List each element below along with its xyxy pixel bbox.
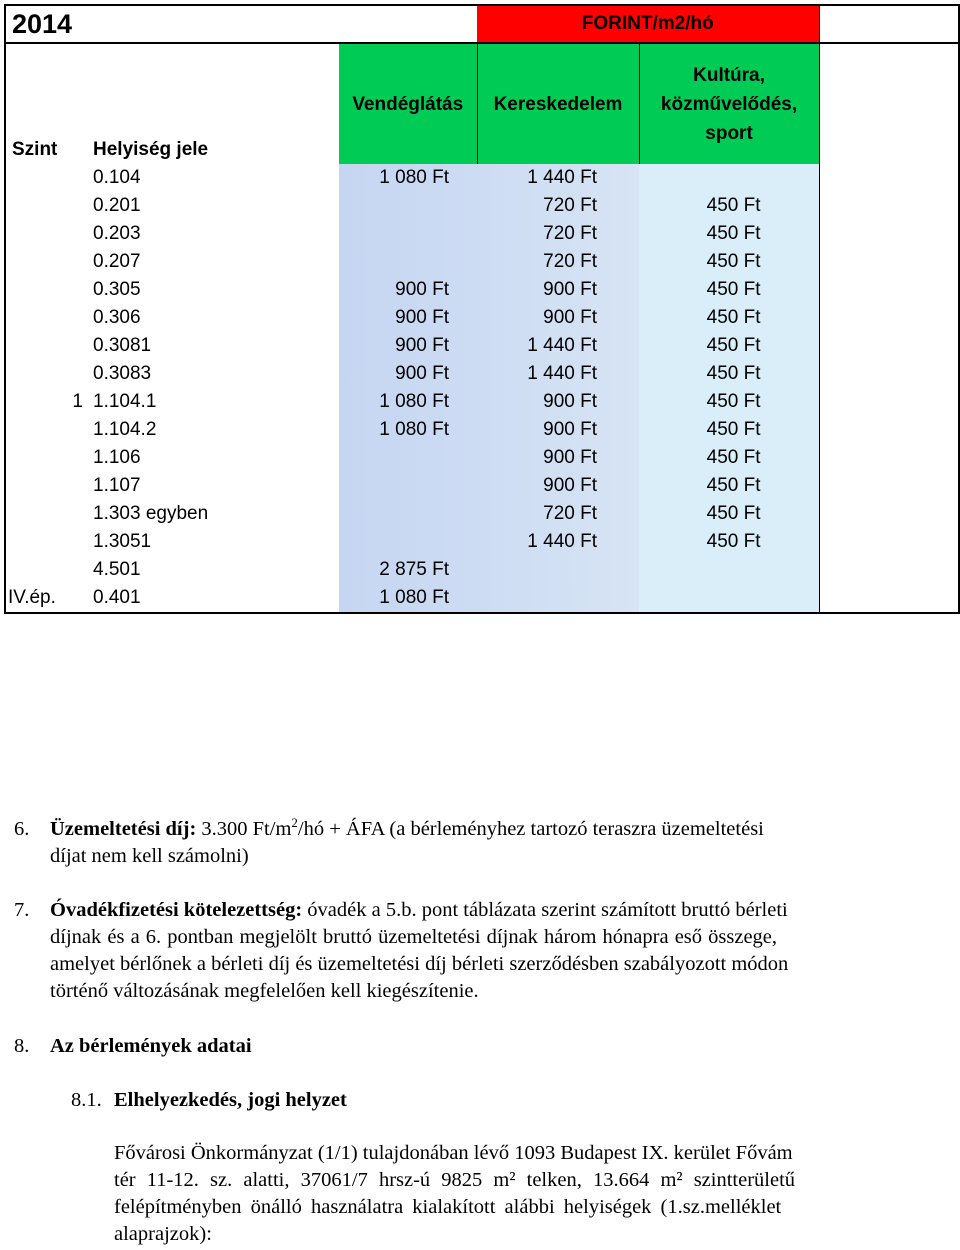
rent-table xyxy=(4,4,960,614)
row-end xyxy=(819,444,959,472)
table-row xyxy=(5,472,959,500)
row-vendeglatas: 900 Ft xyxy=(339,360,477,388)
row-kereskedelem: 1 440 Ft xyxy=(477,164,639,192)
row-room: 0.207 xyxy=(93,251,141,272)
table-row xyxy=(5,220,959,248)
row-level xyxy=(5,556,87,584)
row-kultura: 450 Ft xyxy=(639,276,819,304)
row-level xyxy=(5,444,87,472)
row-kultura: 450 Ft xyxy=(639,416,819,444)
row-room: 1.106 xyxy=(93,447,141,468)
row-end xyxy=(819,164,959,192)
section-7-line4: történő változásának megfelelően kell kiegészítenie. xyxy=(50,980,479,1002)
row-vendeglatas: 1 080 Ft xyxy=(339,388,477,416)
row-vendeglatas: 2 875 Ft xyxy=(339,556,477,584)
table-row xyxy=(5,360,959,388)
row-level xyxy=(5,164,87,192)
table-row xyxy=(5,584,959,613)
row-end xyxy=(819,416,959,444)
table-row xyxy=(5,388,959,416)
header-cat2: Kereskedelem xyxy=(493,93,623,115)
row-level xyxy=(5,360,87,388)
row-vendeglatas xyxy=(339,248,477,276)
row-end xyxy=(819,304,959,332)
section-8-1-line2: tér 11-12. sz. alatti, 37061/7 hrsz-ú 9825 m² telken, 13.664 m² szintterületű xyxy=(114,1169,796,1191)
row-room: 1.303 egyben xyxy=(93,503,209,524)
row-end xyxy=(819,220,959,248)
table-header-row xyxy=(5,43,959,164)
row-vendeglatas xyxy=(339,500,477,528)
section-6-text-a: 3.300 Ft/m xyxy=(196,818,292,840)
row-room: 0.305 xyxy=(93,279,141,300)
row-vendeglatas: 900 Ft xyxy=(339,304,477,332)
table-row xyxy=(5,556,959,584)
section-7 xyxy=(14,897,914,1002)
row-level xyxy=(5,192,87,220)
row-vendeglatas xyxy=(339,528,477,556)
section-8-num: 8. xyxy=(14,1035,30,1057)
table-row xyxy=(5,192,959,220)
row-room: 0.3081 xyxy=(93,335,152,356)
row-kultura: 450 Ft xyxy=(639,444,819,472)
row-room: 1.107 xyxy=(93,475,141,496)
row-end xyxy=(819,248,959,276)
section-6 xyxy=(14,815,914,867)
row-room: 1.104.2 xyxy=(93,419,157,440)
row-room: 0.104 xyxy=(93,167,141,188)
row-end xyxy=(819,388,959,416)
table-row xyxy=(5,416,959,444)
table-row xyxy=(5,276,959,304)
row-kultura: 450 Ft xyxy=(639,304,819,332)
section-8-title: Az bérlemények adatai xyxy=(50,1035,252,1057)
row-room: 4.501 xyxy=(93,559,141,580)
row-kultura: 450 Ft xyxy=(639,360,819,388)
section-8-1-line3: felépítményben önálló használatra kialakított alábbi helyiségek (1.sz.melléklet xyxy=(114,1196,782,1218)
header-level: Szint xyxy=(5,43,87,164)
row-kultura xyxy=(639,584,819,613)
table-row xyxy=(5,248,959,276)
row-kultura xyxy=(639,556,819,584)
header-room: Helyiség jele xyxy=(93,139,209,160)
section-8-1 xyxy=(71,1087,921,1114)
section-7-line2: díjnak és a 6. pontban megjelölt bruttó üzemeltetési díjnak három hónapra eső összege, xyxy=(50,926,778,948)
table-row xyxy=(5,528,959,556)
row-kereskedelem: 1 440 Ft xyxy=(477,360,639,388)
year-label: 2014 xyxy=(5,5,339,43)
row-vendeglatas: 900 Ft xyxy=(339,276,477,304)
row-end xyxy=(819,500,959,528)
row-kereskedelem: 720 Ft xyxy=(477,220,639,248)
table-row xyxy=(5,444,959,472)
row-vendeglatas xyxy=(339,192,477,220)
row-kereskedelem: 900 Ft xyxy=(477,444,639,472)
section-6-text-b: /hó + ÁFA (a bérleményhez tartozó teraszra üzemeltetési xyxy=(297,818,764,840)
section-6-num: 6. xyxy=(14,818,30,840)
section-8-1-line4: alaprajzok): xyxy=(114,1223,212,1245)
row-level xyxy=(5,220,87,248)
row-room: 0.401 xyxy=(87,584,339,613)
row-kereskedelem: 720 Ft xyxy=(477,248,639,276)
row-end xyxy=(819,276,959,304)
row-kultura: 450 Ft xyxy=(639,528,819,556)
row-vendeglatas xyxy=(339,472,477,500)
row-vendeglatas: 1 080 Ft xyxy=(339,584,477,613)
section-7-num: 7. xyxy=(14,899,30,921)
row-kereskedelem: 1 440 Ft xyxy=(477,528,639,556)
row-end xyxy=(819,192,959,220)
row-kultura: 450 Ft xyxy=(639,220,819,248)
section-6-sup: 2 xyxy=(291,815,298,831)
table-row xyxy=(5,164,959,192)
row-kereskedelem: 900 Ft xyxy=(477,416,639,444)
row-room: 0.201 xyxy=(93,195,141,216)
row-kereskedelem: 720 Ft xyxy=(477,500,639,528)
row-kultura: 450 Ft xyxy=(639,388,819,416)
row-level xyxy=(5,248,87,276)
row-kereskedelem xyxy=(477,556,639,584)
row-end xyxy=(819,584,959,613)
section-6-title: Üzemeltetési díj: xyxy=(50,818,197,840)
section-7-line3: amelyet bérlőnek a bérleti díj és üzemeltetési díj bérleti szerződésben szabályozott módon xyxy=(50,953,789,975)
row-vendeglatas: 900 Ft xyxy=(339,332,477,360)
section-8-1-title: Elhelyezkedés, jogi helyzet xyxy=(114,1089,347,1111)
row-level xyxy=(5,500,87,528)
section-8-1-line1: Fővárosi Önkormányzat (1/1) tulajdonában lévő 1093 Budapest IX. kerület Fővám xyxy=(114,1142,793,1164)
row-vendeglatas xyxy=(339,444,477,472)
row-vendeglatas xyxy=(339,220,477,248)
row-level xyxy=(5,416,87,444)
row-level: IV.ép. xyxy=(5,584,87,613)
row-end xyxy=(819,472,959,500)
row-kultura: 450 Ft xyxy=(639,500,819,528)
row-end xyxy=(819,360,959,388)
row-kereskedelem xyxy=(477,584,639,613)
row-level xyxy=(5,472,87,500)
table-year-row xyxy=(5,5,959,43)
row-level xyxy=(5,528,87,556)
row-room: 0.306 xyxy=(93,307,141,328)
row-room: 1.104.1 xyxy=(93,391,157,412)
row-level xyxy=(5,276,87,304)
row-room: 1.3051 xyxy=(93,531,152,552)
unit-label: FORINT/m2/hó xyxy=(477,5,819,43)
row-level xyxy=(5,304,87,332)
row-room: 0.203 xyxy=(93,223,141,244)
row-level: 1 xyxy=(5,388,87,416)
row-kultura: 450 Ft xyxy=(639,248,819,276)
table-row xyxy=(5,500,959,528)
row-kereskedelem: 1 440 Ft xyxy=(477,332,639,360)
row-kultura: 450 Ft xyxy=(639,332,819,360)
row-end xyxy=(819,528,959,556)
row-level xyxy=(5,332,87,360)
row-end xyxy=(819,332,959,360)
row-kereskedelem: 900 Ft xyxy=(477,388,639,416)
row-kereskedelem: 720 Ft xyxy=(477,192,639,220)
section-8-1-body xyxy=(114,1140,904,1248)
section-6-line2: díjat nem kell számolni) xyxy=(50,845,249,867)
table-row xyxy=(5,332,959,360)
section-8 xyxy=(14,1033,914,1060)
header-cat1: Vendéglátás xyxy=(352,93,464,115)
row-kereskedelem: 900 Ft xyxy=(477,472,639,500)
section-8-1-num: 8.1. xyxy=(71,1089,102,1111)
row-end xyxy=(819,556,959,584)
table-row xyxy=(5,304,959,332)
row-vendeglatas: 1 080 Ft xyxy=(339,164,477,192)
row-kereskedelem: 900 Ft xyxy=(477,276,639,304)
section-7-line1: óvadék a 5.b. pont táblázata szerint számított bruttó bérleti xyxy=(302,899,788,921)
header-cat3: Kultúra, közművelődés, sport xyxy=(660,64,798,144)
section-7-title: Óvadékfizetési kötelezettség: xyxy=(50,899,303,921)
row-kultura: 450 Ft xyxy=(639,472,819,500)
row-vendeglatas: 1 080 Ft xyxy=(339,416,477,444)
row-kereskedelem: 900 Ft xyxy=(477,304,639,332)
row-kultura xyxy=(639,164,819,192)
row-room: 0.3083 xyxy=(93,363,152,384)
row-kultura: 450 Ft xyxy=(639,192,819,220)
